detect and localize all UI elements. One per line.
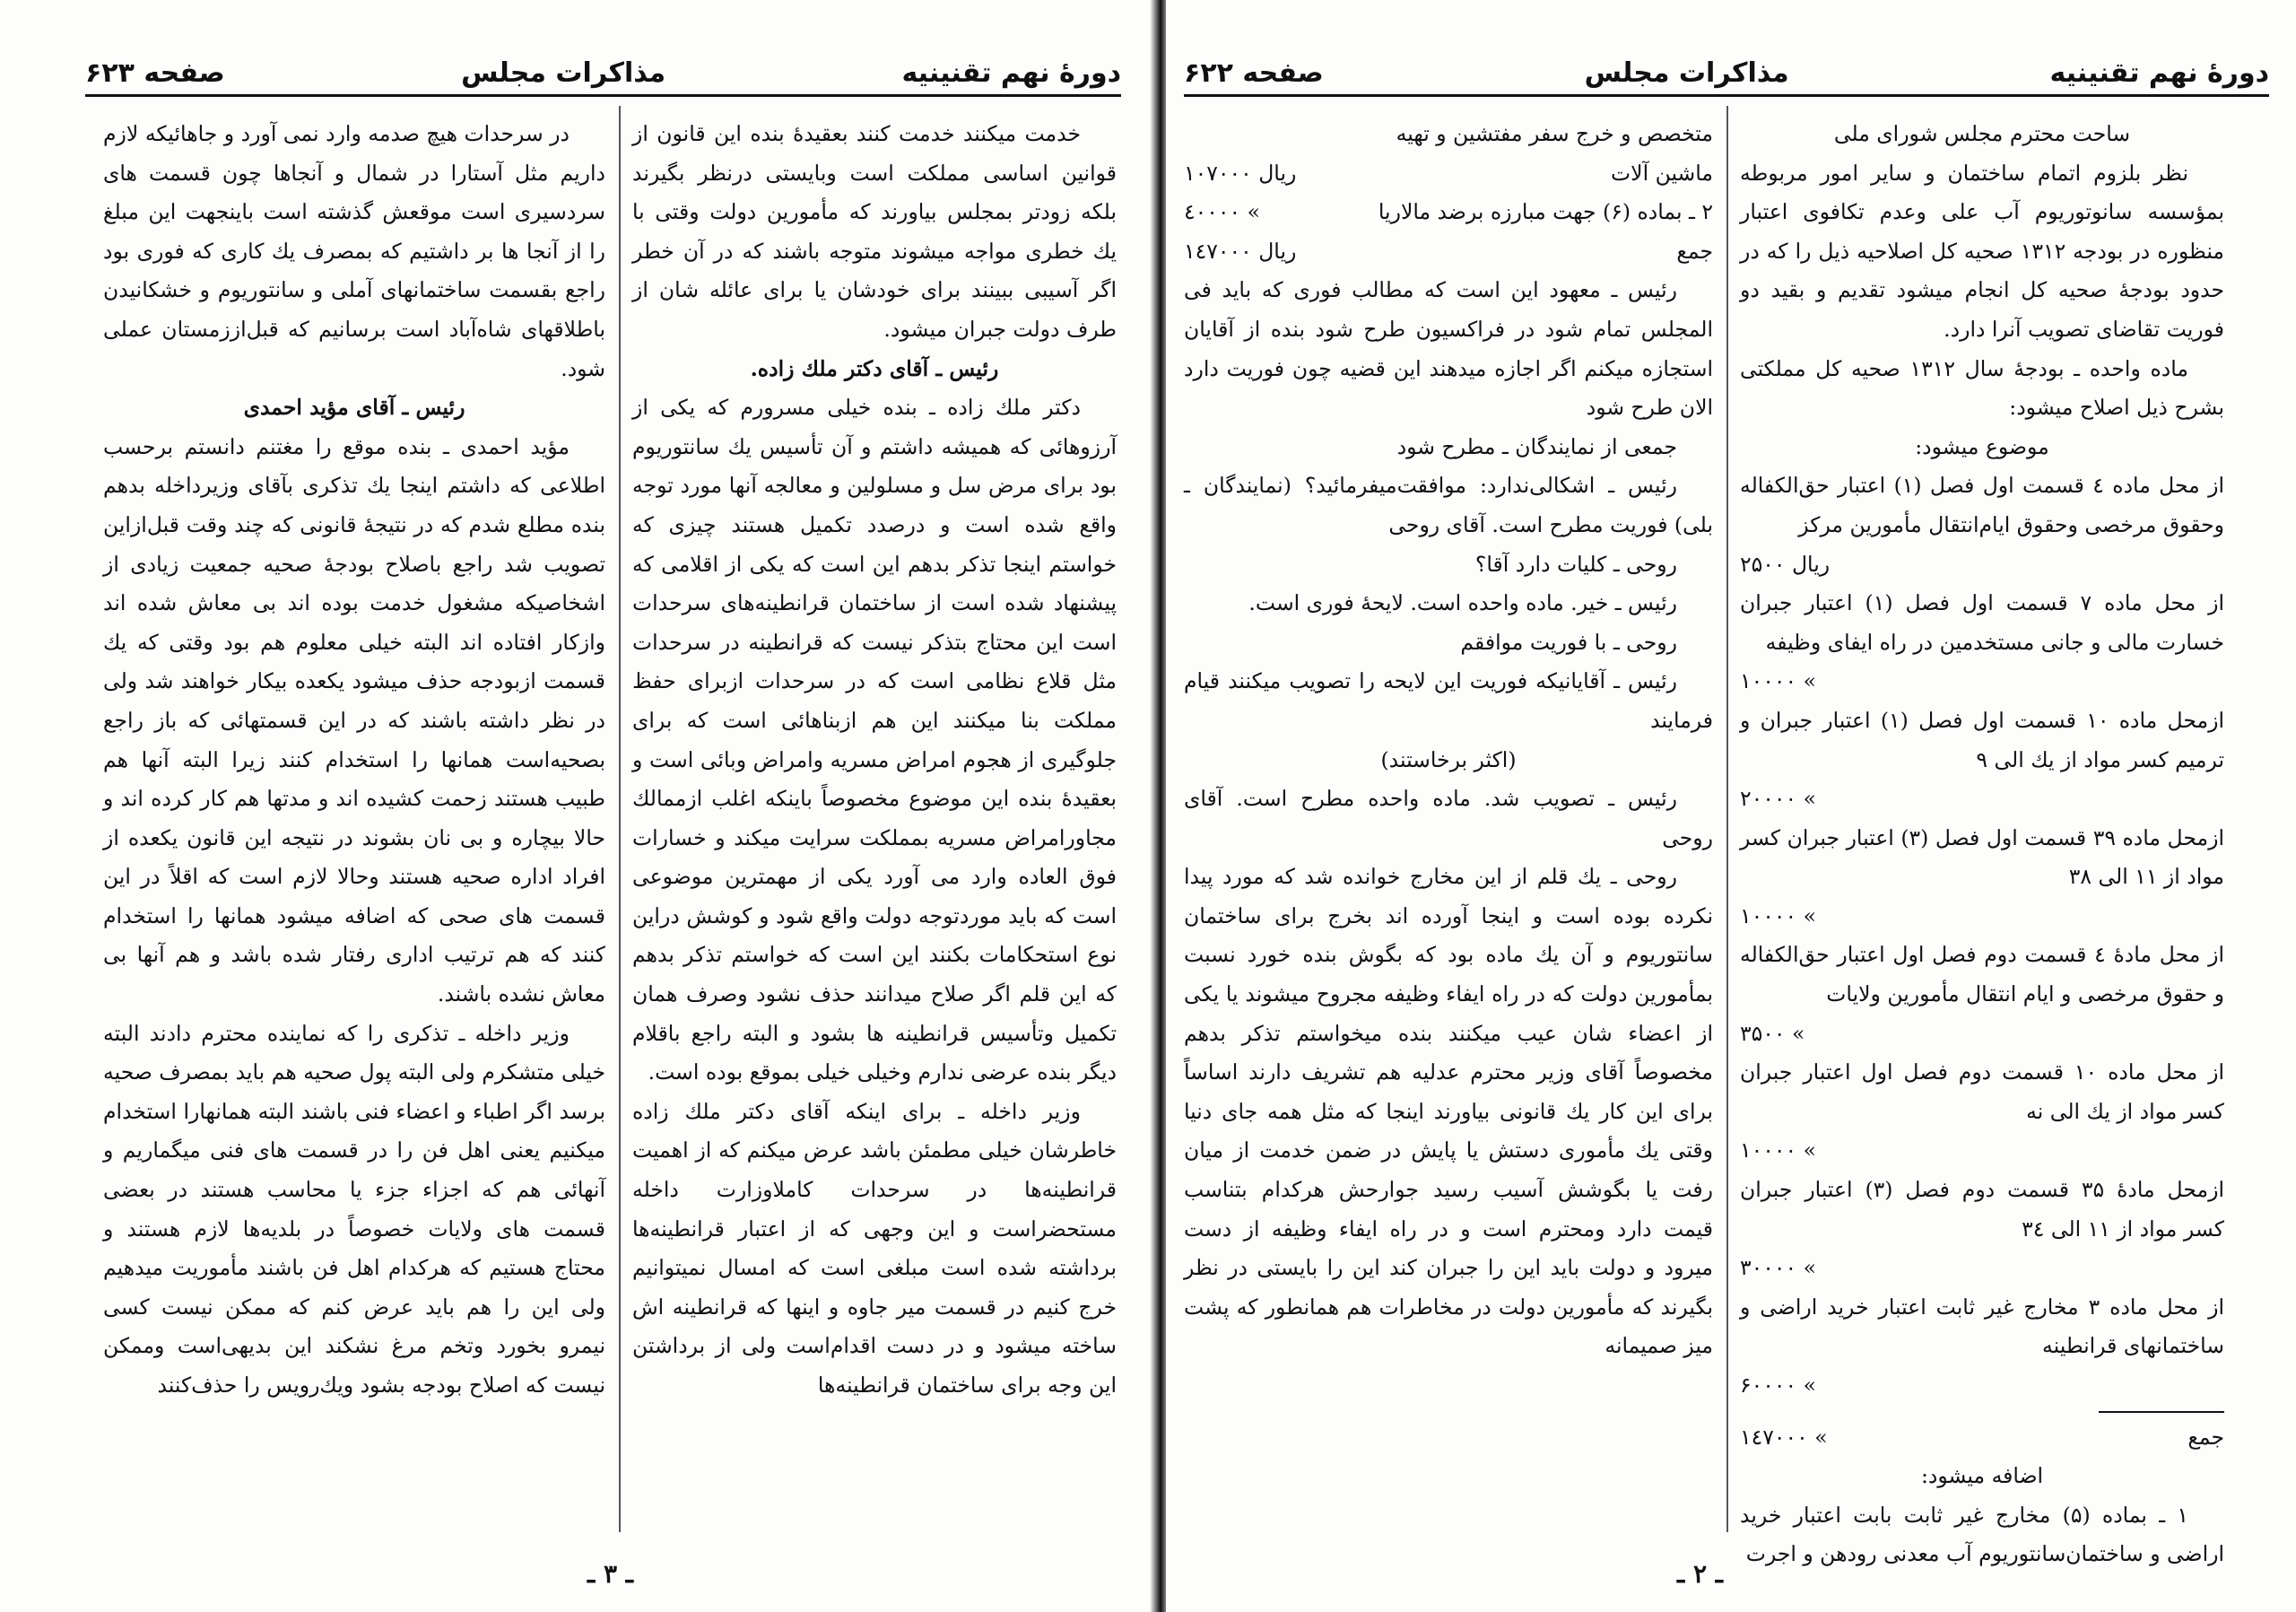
left-header-session-title: دورهٔ نهم تقنینیه [901,57,1121,89]
paragraph: (اکثر برخاستند) [1380,746,1517,772]
right-page-column-2 [1184,115,1713,1532]
paragraph: جمعی از نمایندگان ـ مطرح شود [1396,433,1677,459]
paragraph: رئیس ـ تصویب شد. ماده واحده مطرح است. آقای روحی [1184,786,1713,850]
paragraph: رئیس ـ اشکالی‌ندارد: موافقت‌میفرمائید؟ (نمایندگان ـ بلی) فوریت مطرح است. آقای روحی [1184,473,1713,537]
paragraph: رئیس ـ معهود این است که مطالب فوری که باید فی المجلس تمام شود در فراکسیون طرح شود بنده از آقایان استجازه میکنم اگر اجازه میدهند این قضیه چون فوریت دارد الان طرح شود [1184,277,1713,421]
right-page-column-1 [1740,115,2225,1567]
paragraph: وزیر داخله ـ تذکری را که نماینده محترم دادند البته خیلی متشکرم ولی البته پول صحیه هم باید بمصرف صحیه برسد اگر اطباء و اعضاء فنی باشند البته همانهارا استخدام میکنیم یعنی اهل فن را در قسمت های فنی میگماریم و آنهائی هم که اجزاء جزء یا محاسب هستند در بعضی قسمت های ولایات خصوصاً در بلدیه‌ها لازم هستند و محتاج هستیم که هرکدام اهل فن باشند مأموریت میدهیم ولی این را هم باید عرض کنم که ممکن نیست کسی نیمرو بخورد وتخم مرغ نشکند این بدیهی‌است وممکن نیست که اصلاح بودجه بشود ویك‌رویس را حذف‌کنند [103,1020,605,1398]
speaker-line: رئیس ـ آقای دکتر ملك زاده. [750,355,999,381]
intro-paragraph: نظر بلزوم اتمام ساختمان و سایر امور مربوطه بمؤسسه سانوتوریوم آب علی وعدم تکافوی اعتبار منظوره در بودجه ۱۳۱۲ صحیه کل اصلاحیه ذیل را که در حدود بودجهٔ صحیه کل انجام میشود تقدیم و بقید دو فوریت تقاضای تصویب آنرا دارد. [1740,160,2224,342]
budget-line [1184,154,1713,194]
budget-item-amount: ۱۰۰۰۰ « [1740,668,1816,694]
budget-item [1740,466,2224,584]
paragraph: رئیس ـ آقایانیکه فوریت این لایحه را تصویب میکنند قیام فرمایند [1184,668,1713,733]
debate-paragraphs [1184,271,1713,1366]
budget-item [1740,584,2224,701]
paragraph: در سرحدات هیچ صدمه وارد نمی آورد و جاهائیکه لازم داریم مثل آستارا در شمال و آنجاها چون قسمت های سردسیری است موقعش گذشته است باینجهت این مبلغ را از آنجا ها بر داشتیم که بمصرف یك کاری که فوری بود راجع بقسمت ساختمانهای آملی و سانتوریوم و خشکانیدن باطلاقهای شاه‌آباد است برسانیم که قبل‌اززمستان عملی شود. [103,121,605,381]
budget-item [1740,701,2224,819]
budget-line-amount: ٤۰۰۰۰ « [1184,199,1260,225]
left-page-header [85,56,1121,97]
right-header-page-label: صفحه ۶۲۲ [1184,57,1324,89]
budget-item [1740,1053,2224,1171]
paragraph: مؤید احمدی ـ بنده موقع را مغتنم دانستم برحسب اطلاعی که داشتم اینجا یك تذکری بآقای وزیرداخله بدهم بنده مطلع شدم که در نتیجهٔ قانونی که چند وقت قبل‌ازاین تصویب شد راجع باصلاح بودجهٔ صحیه جمعیت زیادی از اشخاصیکه مشغول خدمت بوده اند بی معاش شده اند وازکار افتاده اند البته خیلی معلوم هم بود وقتی که یك قسمت ازبودجه حذف میشود یکعده بیکار خواهند شد ولی در نظر داشته باشند که در این قسمتهائی که باز راجع بصحیه‌است همانها را استخدام کنند زیرا البته آنها هم طبیب هستند زحمت کشیده اند و مدتها هم کار کرده اند و حالا بیچاره و بی نان بشوند در نتیجه این قانون یکعده از افراد اداره صحیه هستند وحالا لازم است که اقلاً در این قسمت های صحی که اضافه میشود همانها را استخدام کنند که هم ترتیب اداری رفتار شده باشد و هم آنها بی معاش نشده باشند. [103,433,605,1007]
budget-line-text: جمع [1676,238,1713,264]
budget-item-text: از محل مادهٔ ٤ قسمت دوم فصل اول اعتبار حق‌الکفاله و حقوق مرخصی و ایام انتقال مأمورین ولایات [1740,942,2225,1007]
paragraph: وزیر داخله ـ برای اینکه آقای دکتر ملك زاده خاطرشان خیلی مطمئن باشد عرض میکنم که از اهمیت قرانطینه‌ها در سرحدات کاملاوزارت داخله مستحضراست و این وجهی که از اعتبار قرانطینه‌ها برداشته شده است مبلغی است که امسال نمیتوانیم خرج کنیم در قسمت میر جاوه و اینها که قرانطینه اش ساخته میشود و در دست اقدام‌است ولی از برداشتن این وجه برای ساختمان قرانطینه‌ها [632,1098,1117,1398]
right-header-session-title: دورهٔ نهم تقنینیه [2049,57,2269,89]
deducted-label: موضوع میشود: [1915,433,2049,459]
budget-item-amount: ۳۰۰۰۰ « [1740,1255,1816,1281]
left-page-column-1 [632,115,1117,1532]
right-page-number: ـ ۲ ـ [1677,1559,1723,1589]
budget-line-text: ماشین آلات [1611,160,1713,186]
budget-line [1184,232,1713,272]
paragraph: روحی ـ کلیات دارد آقا؟ [1474,551,1677,577]
budget-item-amount: ۲۵۰۰ ریال [1740,551,1831,577]
budget-item-amount: ۱۰۰۰۰ « [1740,1137,1816,1163]
budget-items-list [1740,466,2224,1405]
budget-continuation-lines [1184,115,1713,271]
budget-item-text: از محل ماده ۷ قسمت اول فصل (۱) اعتبار جبران خسارت مالی و جانی مستخدمین در راه ایفای وظیفه [1740,590,2224,655]
budget-item [1740,1171,2224,1288]
paragraph: دکتر ملك زاده ـ بنده خیلی مسرورم که یکی از آرزوهائی که همیشه داشتم و آن تأسیس یك سانتوریوم بود برای مرض سل و مسلولین و معالجه آنها مورد توجه واقع شده است و درصدد تکمیل هستند چیزی که خواستم اینجا تذکر بدهم این است که یکی از اقلامی که پیشنهاد شده است از ساختمان قرانطینه‌های سرحدات است این محتاج بتذکر نیست که قرانطینه در سرحدات مثل قلاع نظامی است که در سرحدات ازبرای حفظ مملکت بنا میکنند این هم ازبناهائی است که برای جلوگیری از هجوم امراض مسریه وامراض وبائی است و بعقیدهٔ بنده این موضوع مخصوصاً باینکه اغلب ازممالك مجاورامراض مسریه بمملکت سرایت میکند و خسارات فوق العاده وارد می آورد یکی از مهمترین موضوعی است که باید موردتوجه دولت واقع شود و کوشش دراین نوع استحکامات بکنند این است که خواستم تذکر بدهم که این قلم اگر صلاح میدانند حذف نشود وصرف همان تکمیل وتأسیس قرانطینه ها بشود و البته راجع باقلام دیگر بنده عرضی ندارم وخیلی خیلی بموقع بوده است. [632,395,1117,1085]
budget-line-amount: ۱٤۷۰۰۰ ریال [1184,238,1297,264]
address-line: ساحت محترم مجلس شورای ملی [1833,121,2131,146]
budget-line [1184,193,1713,232]
budget-line-text: ۲ ـ بماده (۶) جهت مبارزه برضد مالاریا [1378,199,1713,225]
total-amount: ۱٤۷۰۰۰ « [1740,1424,1828,1450]
budget-item-amount: ۶۰۰۰۰ « [1740,1372,1816,1398]
budget-item-text: ازمحل مادهٔ ۳۵ قسمت دوم فصل (۳) اعتبار جبران کسر مواد از ۱۱ الی ۳٤ [1740,1177,2224,1242]
column-divider [619,106,621,1532]
left-header-center-title: مذاکرات مجلس [461,57,666,89]
budget-item [1740,819,2224,937]
budget-line [1184,115,1713,154]
budget-item-amount: ۲۰۰۰۰ « [1740,786,1816,812]
right-header-center-title: مذاکرات مجلس [1584,57,1789,89]
budget-item-amount: ۱۰۰۰۰ « [1740,902,1816,928]
budget-item [1740,1288,2224,1406]
budget-item-text: از محل ماده ۱۰ قسمت دوم فصل اول اعتبار جبران کسر مواد از یك الی نه [1740,1059,2224,1124]
left-page-column-2 [103,115,605,1532]
budget-item [1740,936,2224,1053]
speaker-line: رئیس ـ آقای مؤید احمدی [243,395,465,421]
left-page-number: ـ ۳ ـ [587,1559,633,1589]
added-item: ۱ ـ بماده (۵) مخارج غیر ثابت بابت اعتبار خرید اراضی و ساختمان‌سانتوریوم آب معدنی رودهن و اجرت [1740,1502,2224,1567]
budget-item-amount: ۳۵۰۰ « [1740,1020,1805,1046]
budget-item-text: ازمحل ماده ۱۰ قسمت اول فصل (۱) اعتبار جبران و ترمیم کسر مواد از یك الی ۹ [1740,707,2224,772]
total-label: جمع [2187,1424,2224,1450]
budget-total-row [1740,1418,2224,1458]
right-page-header [1184,56,2269,97]
budget-item-text: از محل ماده ۳ مخارج غیر ثابت اعتبار خرید اراضی و ساختمانهای قرانطینه [1740,1294,2224,1359]
column-divider [1726,106,1728,1532]
budget-item-text: ازمحل ماده ۳۹ قسمت اول فصل (۳) اعتبار جبران کسر مواد از ۱۱ الی ۳۸ [1740,824,2224,890]
paragraph: روحی ـ با فوریت موافقم [1460,629,1677,655]
budget-line-text: متخصص و خرج سفر مفتشین و تهیه [1396,121,1713,146]
added-label: اضافه میشود: [1920,1463,2044,1489]
budget-item-text: از محل ماده ٤ قسمت اول فصل (۱) اعتبار حق‌الکفاله وحقوق مرخصی وحقوق ایام‌انتقال مأمورین مرکز [1740,473,2224,537]
left-header-page-label: صفحه ۶۲۳ [85,57,225,89]
paragraph: رئیس ـ خیر. ماده واحده است. لایحهٔ فوری است. [1248,590,1677,616]
right-page [1166,0,2296,1612]
paragraph: خدمت میکنند خدمت کنند بعقیدهٔ بنده این قانون از قوانین اساسی مملکت است وبایستی درنظر بگیرند بلکه زودتر بمجلس بیاورند که مأمورین دولت وقتی با یك خطری مواجه میشوند متوجه باشند که در آن خطر اگر آسیبی ببینند برای خودشان یا برای عائله شان از طرف دولت جبران میشود. [632,121,1117,342]
article-paragraph: ماده واحده ـ بودجهٔ سال ۱۳۱۲ صحیه کل مملکتی بشرح ذیل اصلاح میشود: [1740,355,2224,421]
sum-rule [2099,1411,2224,1413]
paragraph: روحی ـ یك قلم از این مخارج خوانده شد که مورد پیدا نکرده بوده است و اینجا آورده اند بخرج برای ساختمان سانتوریوم و آن یك ماده بود که بگوش بنده خورد نسبت بمأمورین دولت که در راه ایفاء وظیفه مجروح میشوند یا یکی از اعضاء شان عیب میکنند بنده میخواستم تذکر بدهم مخصوصاً آقای وزیر محترم عدلیه هم تشریف دارند اساساً برای این کار یك قانونی بیاورند اینجا که مثل همه جای دنیا وقتی یك مأموری دستش یا پایش در ضمن خدمت از میان رفت یا بگوشش آسیب رسید جوارحش هرکدام بتناسب قیمت دارد ومحترم است و در راه ایفاء وظیفه از دست میرود و دولت باید این را جبران کند این را بایستی در نظر بگیرند که مأمورین دولت در مخاطرات هم همانطور که پشت میز صمیمانه [1184,864,1713,1359]
budget-line-amount: ۱۰۷۰۰۰ ریال [1184,160,1297,186]
